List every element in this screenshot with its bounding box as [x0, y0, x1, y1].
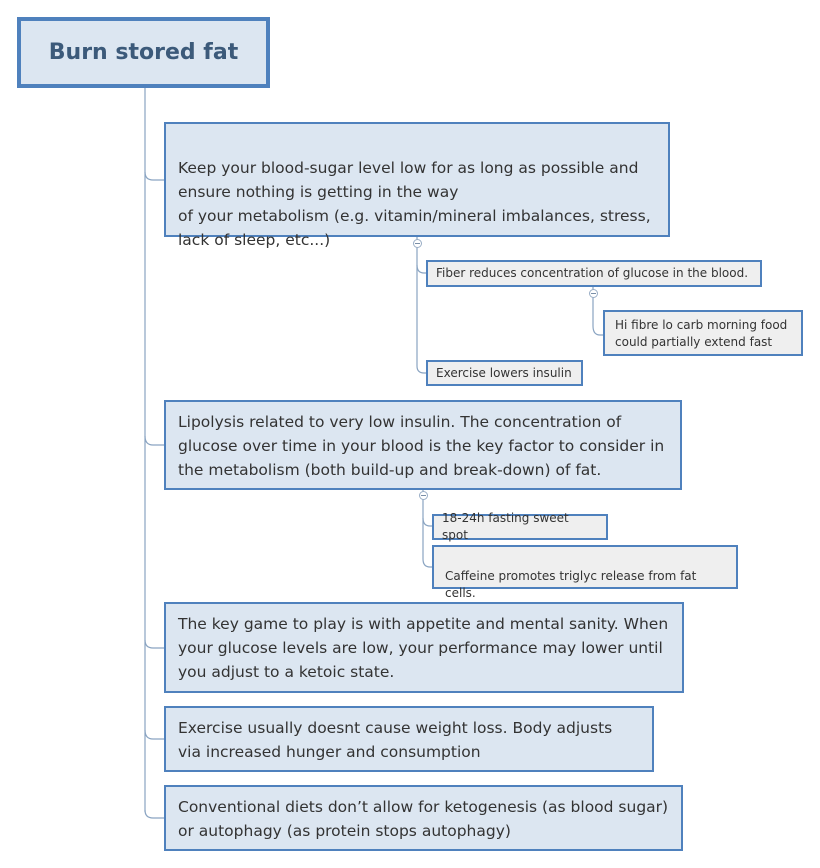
root-topic-label: Burn stored fat — [48, 40, 239, 65]
branch-topic-1 — [145, 172, 165, 180]
branch-topic-3 — [145, 640, 165, 648]
subtopic-fiber[interactable] — [426, 260, 762, 287]
branch-topic-5 — [145, 810, 165, 818]
subtopic-label: Hi fibre lo carb morning food could partially extend fast — [615, 318, 788, 349]
subtopic-label: Caffeine promotes triglyc release from fat cells. — [445, 569, 697, 600]
topic-blood-sugar[interactable] — [164, 122, 670, 249]
subtopic-fasting-sweet-spot[interactable] — [432, 511, 608, 542]
topic-lipolysis[interactable] — [164, 400, 682, 490]
subtopic-exercise-insulin[interactable] — [426, 360, 583, 386]
topic-appetite[interactable] — [164, 602, 684, 693]
collapse-toggle-topic-2[interactable] — [419, 491, 428, 500]
topic-label: Conventional diets don’t allow for ketogenesis (as blood sugar) or autophagy (as protein stops autophagy) — [178, 798, 669, 840]
topic-label: Exercise usually doesnt cause weight loss. Body adjusts via increased hunger and consumption — [178, 719, 613, 761]
trunk-topic-1-children — [417, 237, 427, 373]
topic-label: Keep your blood-sugar level low for as long as possible and ensure nothing is getting in the way of your metabolism (e.g. vitamin/mineral imbalances, stress, lack of sleep, etc...) — [178, 159, 651, 249]
branch-sub-fasting — [423, 518, 432, 526]
branch-topic-4 — [145, 730, 165, 739]
topic-conventional-diets[interactable] — [164, 785, 683, 851]
topic-label: Lipolysis related to very low insulin. The concentration of glucose over time in your blood is the key factor to consider in the metabolism (both build-up and break-down) of fat. — [178, 413, 665, 479]
subtopic-label: 18-24h fasting sweet spot — [442, 511, 569, 542]
collapse-toggle-fiber[interactable] — [589, 289, 598, 298]
subtopic-caffeine[interactable] — [432, 545, 738, 600]
subtopic-hi-fibre[interactable] — [603, 310, 803, 356]
branch-topic-2 — [145, 436, 165, 445]
collapse-toggle-topic-1[interactable] — [413, 239, 422, 248]
subtopic-label: Fiber reduces concentration of glucose in the blood. — [436, 266, 749, 280]
root-topic[interactable] — [17, 17, 270, 88]
topic-label: The key game to play is with appetite and mental sanity. When your glucose levels are low, your performance may lower until you adjust to a ketoic state. — [178, 615, 669, 681]
trunk-topic-2-children — [423, 490, 432, 567]
topic-exercise-weight-loss[interactable] — [164, 706, 654, 772]
subtopic-label: Exercise lowers insulin — [436, 365, 572, 380]
